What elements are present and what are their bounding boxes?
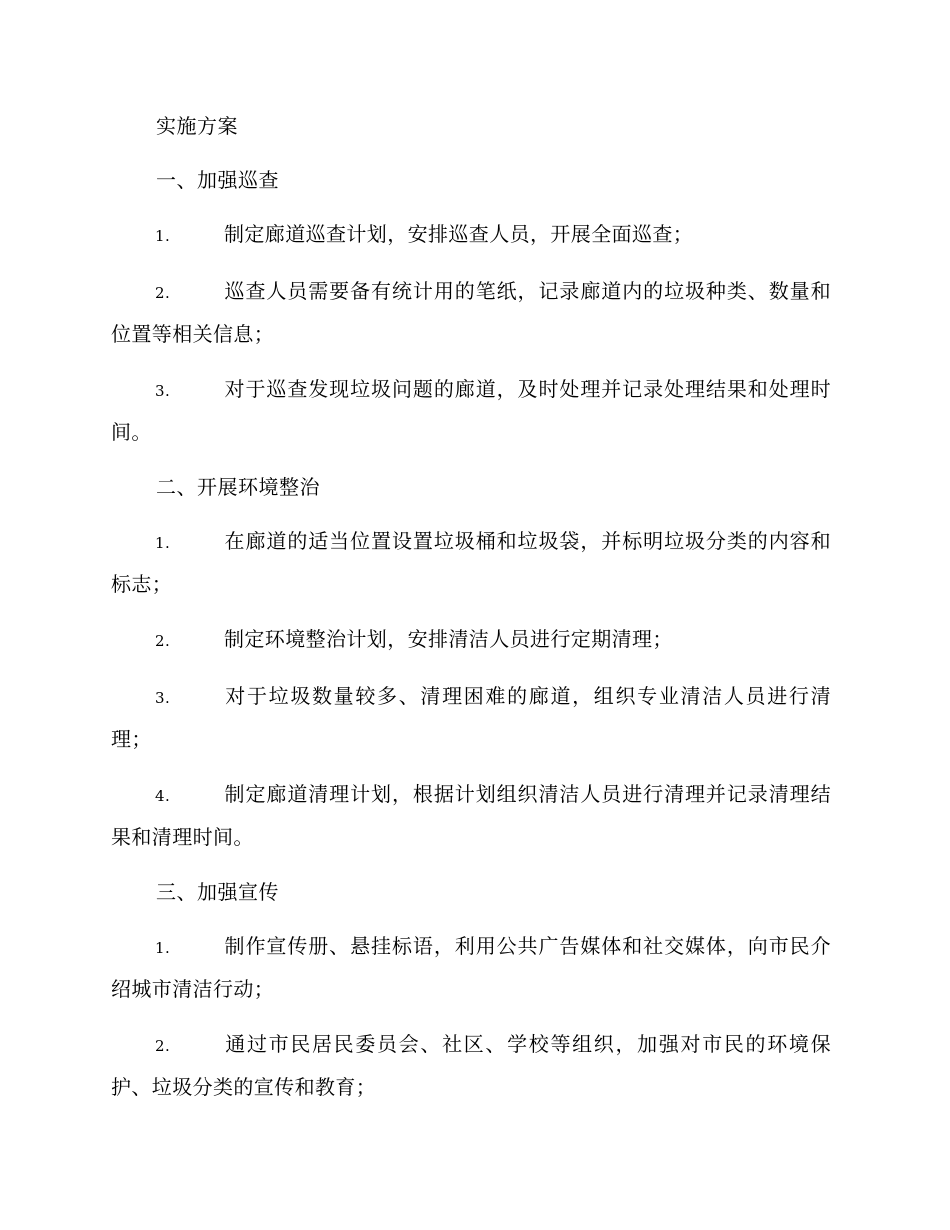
list-item: [111, 774, 831, 858]
section-heading: 一、加强巡查: [156, 168, 279, 192]
item-text: 制定环境整治计划，安排清洁人员进行定期清理；: [224, 627, 673, 651]
item-text: 巡查人员需要备有统计用的笔纸，记录廊道内的垃圾种类、数量和位置等相关信息；: [111, 279, 831, 346]
section-environment: [111, 467, 831, 858]
item-text: 制定廊道清理计划，根据计划组织清洁人员进行清理并记录清理结果和清理时间。: [111, 782, 831, 849]
document-body: [111, 106, 831, 1122]
list-item: [111, 214, 831, 257]
item-number: 1.: [155, 534, 171, 552]
item-text: 在廊道的适当位置设置垃圾桶和垃圾袋，并标明垃圾分类的内容和标志；: [111, 529, 831, 596]
section-heading: 二、开展环境整治: [156, 475, 320, 499]
item-text: 制作宣传册、悬挂标语，利用公共广告媒体和社交媒体，向市民介绍城市清洁行动；: [111, 934, 831, 1001]
section-patrol: [111, 160, 831, 453]
list-item: [111, 1024, 831, 1108]
item-number: 2.: [155, 284, 171, 302]
item-number: 1.: [155, 939, 171, 957]
list-item: [111, 926, 831, 1010]
item-number: 1.: [155, 227, 171, 245]
item-text: 通过市民居民委员会、社区、学校等组织，加强对市民的环境保护、垃圾分类的宣传和教育；: [111, 1032, 831, 1099]
item-number: 3.: [155, 382, 171, 400]
item-number: 2.: [155, 632, 171, 650]
list-item: [111, 521, 831, 605]
item-text: 对于垃圾数量较多、清理困难的廊道，组织专业清洁人员进行清理；: [111, 684, 831, 751]
item-number: 4.: [155, 787, 171, 805]
document-title: 实施方案: [156, 114, 238, 138]
list-item: [111, 369, 831, 453]
list-item: [111, 676, 831, 760]
list-item: [111, 619, 831, 662]
section-publicity: [111, 872, 831, 1108]
item-text: 对于巡查发现垃圾问题的廊道，及时处理并记录处理结果和处理时间。: [111, 377, 831, 444]
item-number: 2.: [155, 1037, 171, 1055]
item-text: 制定廊道巡查计划，安排巡查人员，开展全面巡查；: [224, 222, 694, 246]
section-heading: 三、加强宣传: [156, 880, 279, 904]
list-item: [111, 271, 831, 355]
item-number: 3.: [155, 689, 171, 707]
